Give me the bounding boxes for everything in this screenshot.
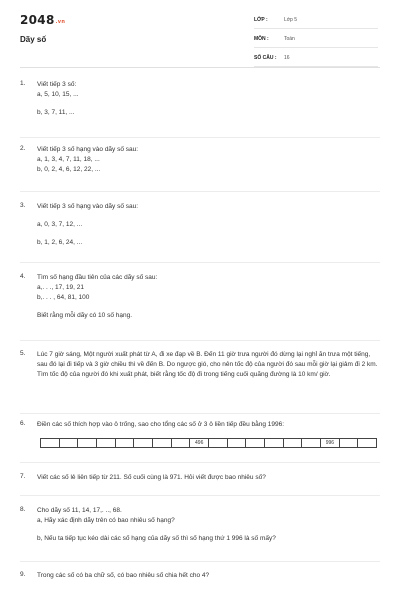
site-logo[interactable] (20, 13, 65, 27)
question-6 (20, 420, 380, 430)
question-divider (20, 340, 380, 341)
meta-row-class (254, 16, 378, 29)
question-line: Lúc 7 giờ sáng, Một người xuất phát từ A, đi xe đạp về B. Đến 11 giờ trưa người đó dừng lại nghỉ ăn trưa một tiếng, sau đó lại đi tiếp và 3 giờ chiều thì về đến B. Do ngược gió, cho nên tốc độ của người đó sau mỗi giờ lại giảm đi 2 km. Tìm tốc độ của người đó khi xuất phát, biết rằng tốc độ đi trong tiếng cuối quãng đường là 10 km/ giờ. (37, 351, 378, 378)
question-number: 9. (20, 571, 26, 578)
grid-cell (78, 439, 97, 447)
question-line: Trong các số có ba chữ số, có bao nhiêu số chia hết cho 4? (37, 572, 210, 579)
grid-cell (284, 439, 303, 447)
meta-value: 16 (284, 55, 290, 61)
question-number: 6. (20, 420, 26, 427)
question-line: b,. . . , 64, 81, 100 (37, 294, 90, 301)
meta-key: SỐ CÂU : (254, 55, 277, 61)
grid-cell (172, 439, 191, 447)
grid-cell (97, 439, 116, 447)
meta-value: Toán (284, 36, 295, 42)
grid-cell: 996 (321, 439, 340, 447)
question-line: a,. . ., 17, 19, 21 (37, 284, 84, 291)
question-line: a, Hãy xác định dãy trên có bao nhiêu số hạng? (37, 517, 175, 524)
question-line: Viết các số lẻ liên tiếp từ 211. Số cuối cùng là 971. Hỏi viết được bao nhiêu số? (37, 474, 266, 481)
grid-cell (134, 439, 153, 447)
question-4 (20, 273, 380, 321)
question-line: b, 1, 2, 6, 24, ... (37, 239, 83, 246)
question-7 (20, 473, 380, 483)
question-divider (20, 262, 380, 263)
question-line: Viết tiếp 3 số hạng vào dãy số sau: (37, 146, 139, 153)
question-9 (20, 571, 380, 581)
question-line: b, 0, 2, 4, 6, 12, 22, ... (37, 166, 101, 173)
grid-cell (116, 439, 135, 447)
question-line: a, 0, 3, 7, 12, ... (37, 221, 83, 228)
grid-cell (340, 439, 359, 447)
grid-cell (265, 439, 284, 447)
question-line: Biết rằng mỗi dãy có 10 số hạng. (37, 312, 133, 319)
question-line: b, 3, 7, 11, ... (37, 109, 75, 116)
question-divider (20, 561, 380, 562)
header-divider (20, 67, 380, 68)
question-divider (20, 191, 380, 192)
grid-cell (153, 439, 172, 447)
question-number: 2. (20, 145, 26, 152)
question-divider (20, 137, 380, 138)
meta-key: LỚP : (254, 17, 268, 23)
question-divider (20, 462, 380, 463)
question-5 (20, 350, 380, 380)
grid-cell: 496 (190, 439, 209, 447)
question-line: Viết tiếp 3 số hạng vào dãy số sau: (37, 203, 139, 210)
logo-tld: .vn (55, 19, 66, 25)
grid-cell (60, 439, 79, 447)
question-2 (20, 145, 380, 175)
question-divider (20, 495, 380, 496)
question-8 (20, 506, 380, 544)
question-number: 8. (20, 506, 26, 513)
grid-cell (302, 439, 321, 447)
number-grid (40, 438, 377, 448)
question-1 (20, 80, 380, 118)
question-line: Cho dãy số 11, 14, 17,. .., 68. (37, 507, 122, 514)
question-line: Điền các số thích hợp vào ô trống, sao cho tổng các số ở 3 ô liền tiếp đều bằng 1996: (37, 421, 285, 428)
meta-row-subject (254, 35, 378, 48)
question-line: Viết tiếp 3 số: (37, 81, 77, 88)
question-number: 1. (20, 80, 26, 87)
question-number: 4. (20, 273, 26, 280)
question-number: 7. (20, 473, 26, 480)
question-number: 3. (20, 202, 26, 209)
question-line: a, 1, 3, 4, 7, 11, 18, ... (37, 156, 100, 163)
meta-row-count (254, 54, 378, 67)
meta-key: MÔN : (254, 36, 269, 42)
worksheet-meta (254, 16, 378, 73)
meta-value: Lớp 5 (284, 17, 298, 23)
logo-text: 2048 (20, 13, 55, 27)
question-line: a, 5, 10, 15, ... (37, 91, 79, 98)
grid-cell (41, 439, 60, 447)
grid-cell (246, 439, 265, 447)
grid-cell (358, 439, 376, 447)
grid-cell (228, 439, 247, 447)
question-3 (20, 202, 380, 248)
question-line: Tìm số hạng đầu tiên của các dãy số sau: (37, 274, 158, 281)
grid-cell (209, 439, 228, 447)
question-number: 5. (20, 350, 26, 357)
question-line: b, Nếu ta tiếp tục kéo dài các số hạng của dãy số thì số hạng thứ 1 996 là số mấy? (37, 535, 276, 542)
page-title: Dãy số (20, 35, 47, 44)
question-divider (20, 413, 380, 414)
